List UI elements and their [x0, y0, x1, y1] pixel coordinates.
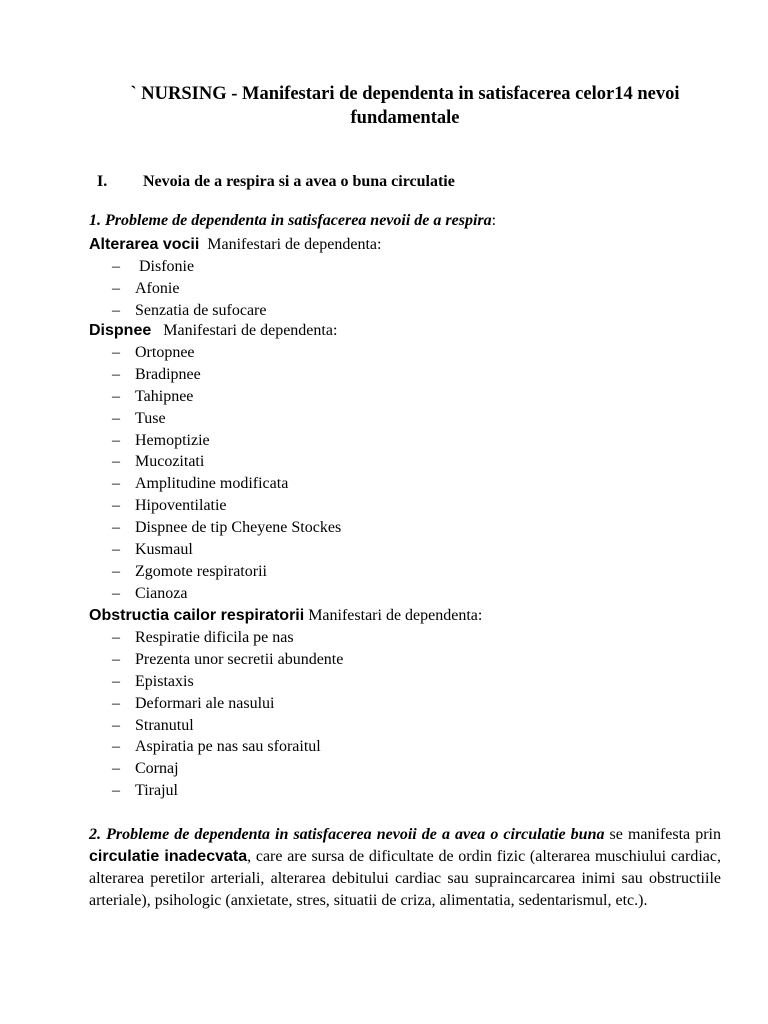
list-item: – Zgomote respiratorii	[89, 561, 341, 583]
dash-bullet: –	[112, 497, 120, 515]
subsection-2-title: 2. Probleme de dependenta in satisfacerea nevoii de a avea o circulatie buna	[89, 826, 605, 843]
dependency-list	[89, 256, 381, 322]
list-item: – Afonie	[89, 278, 381, 300]
dash-bullet: –	[112, 453, 120, 471]
dash-bullet: –	[112, 475, 120, 493]
list-item: – Respiratie dificila pe nas	[89, 627, 482, 649]
list-item: – Dispnee de tip Cheyene Stockes	[89, 517, 341, 539]
key-term: circulatie inadecvata	[89, 848, 248, 865]
list-item: – Bradipnee	[89, 364, 341, 386]
category-name: Alterarea vocii	[89, 236, 200, 253]
dash-bullet: –	[112, 782, 120, 800]
dash-bullet: –	[112, 584, 120, 602]
section-heading	[97, 172, 455, 192]
list-item: – Stranutul	[89, 715, 482, 737]
dash-bullet: –	[112, 279, 120, 297]
dash-bullet: –	[112, 629, 120, 646]
dash-bullet: –	[112, 258, 120, 275]
dash-bullet: –	[112, 344, 120, 361]
list-item: – Hemoptizie	[89, 430, 341, 452]
section-title: Nevoia de a respira si a avea o buna circulatie	[143, 173, 455, 190]
list-item: – Deformari ale nasului	[89, 693, 482, 715]
dash-bullet: –	[112, 519, 120, 537]
category-alterarea-vocii	[89, 234, 381, 322]
paragraph-text: , care are sursa de dificultate de ordin fizic (alterarea muschiului cardiac, alterarea peretilor arteriali, alterarea debitului cardiac sau supraincarcarea inimi sau obstructiile arteriale), psihologic (anxietate, stres, situatii de criza, alimentatia, sedentarismul, etc.).	[89, 848, 721, 909]
list-item: – Cianoza	[89, 583, 341, 605]
list-item: – Ortopnee	[89, 342, 341, 364]
dash-bullet: –	[112, 562, 120, 580]
dash-bullet: –	[112, 716, 120, 734]
document-title: ` NURSING - Manifestari de dependenta in satisfacerea celor14 nevoi fundamentale	[130, 84, 680, 128]
list-item: – Aspiratia pe nas sau sforaitul	[89, 736, 482, 758]
list-item: – Mucozitati	[89, 451, 341, 473]
list-item: – Tahipnee	[89, 386, 341, 408]
dependency-list	[89, 627, 482, 802]
list-item: – Epistaxis	[89, 671, 482, 693]
list-item: – Kusmaul	[89, 539, 341, 561]
category-obstructia-cailor-respiratorii	[89, 605, 482, 802]
category-label: Manifestari de dependenta:	[163, 322, 338, 339]
category-label: Manifestari de dependenta:	[308, 607, 483, 624]
subsection-2-paragraph	[89, 824, 721, 912]
category-label: Manifestari de dependenta:	[207, 236, 382, 253]
dash-bullet: –	[112, 760, 120, 778]
dash-bullet: –	[112, 672, 120, 690]
subsection-1-title: 1. Probleme de dependenta in satisfacerea nevoii de a respira	[89, 212, 492, 229]
dependency-list	[89, 342, 341, 605]
category-name: Dispnee	[89, 322, 152, 339]
dash-bullet: –	[112, 431, 120, 449]
list-item: – Prezenta unor secretii abundente	[89, 649, 482, 671]
category-dispnee	[89, 320, 341, 605]
list-item: – Disfonie	[89, 256, 381, 278]
paragraph-text: se manifesta prin	[604, 826, 722, 843]
dash-bullet: –	[112, 301, 120, 319]
section-number: I.	[97, 173, 108, 190]
list-item: – Hipoventilatie	[89, 495, 341, 517]
dash-bullet: –	[112, 650, 120, 668]
dash-bullet: –	[112, 541, 120, 559]
dash-bullet: –	[112, 387, 120, 405]
subsection-1-suffix: :	[491, 212, 497, 229]
list-item: – Senzatia de sufocare	[89, 300, 381, 322]
dash-bullet: –	[112, 409, 120, 427]
list-item: – Amplitudine modificata	[89, 473, 341, 495]
list-item: – Tuse	[89, 408, 341, 430]
subsection-1-heading	[89, 211, 496, 231]
dash-bullet: –	[112, 738, 120, 756]
dash-bullet: –	[112, 365, 120, 383]
list-item: – Tirajul	[89, 780, 482, 802]
dash-bullet: –	[112, 694, 120, 712]
list-item: – Cornaj	[89, 758, 482, 780]
category-name: Obstructia cailor respiratorii	[89, 607, 305, 624]
